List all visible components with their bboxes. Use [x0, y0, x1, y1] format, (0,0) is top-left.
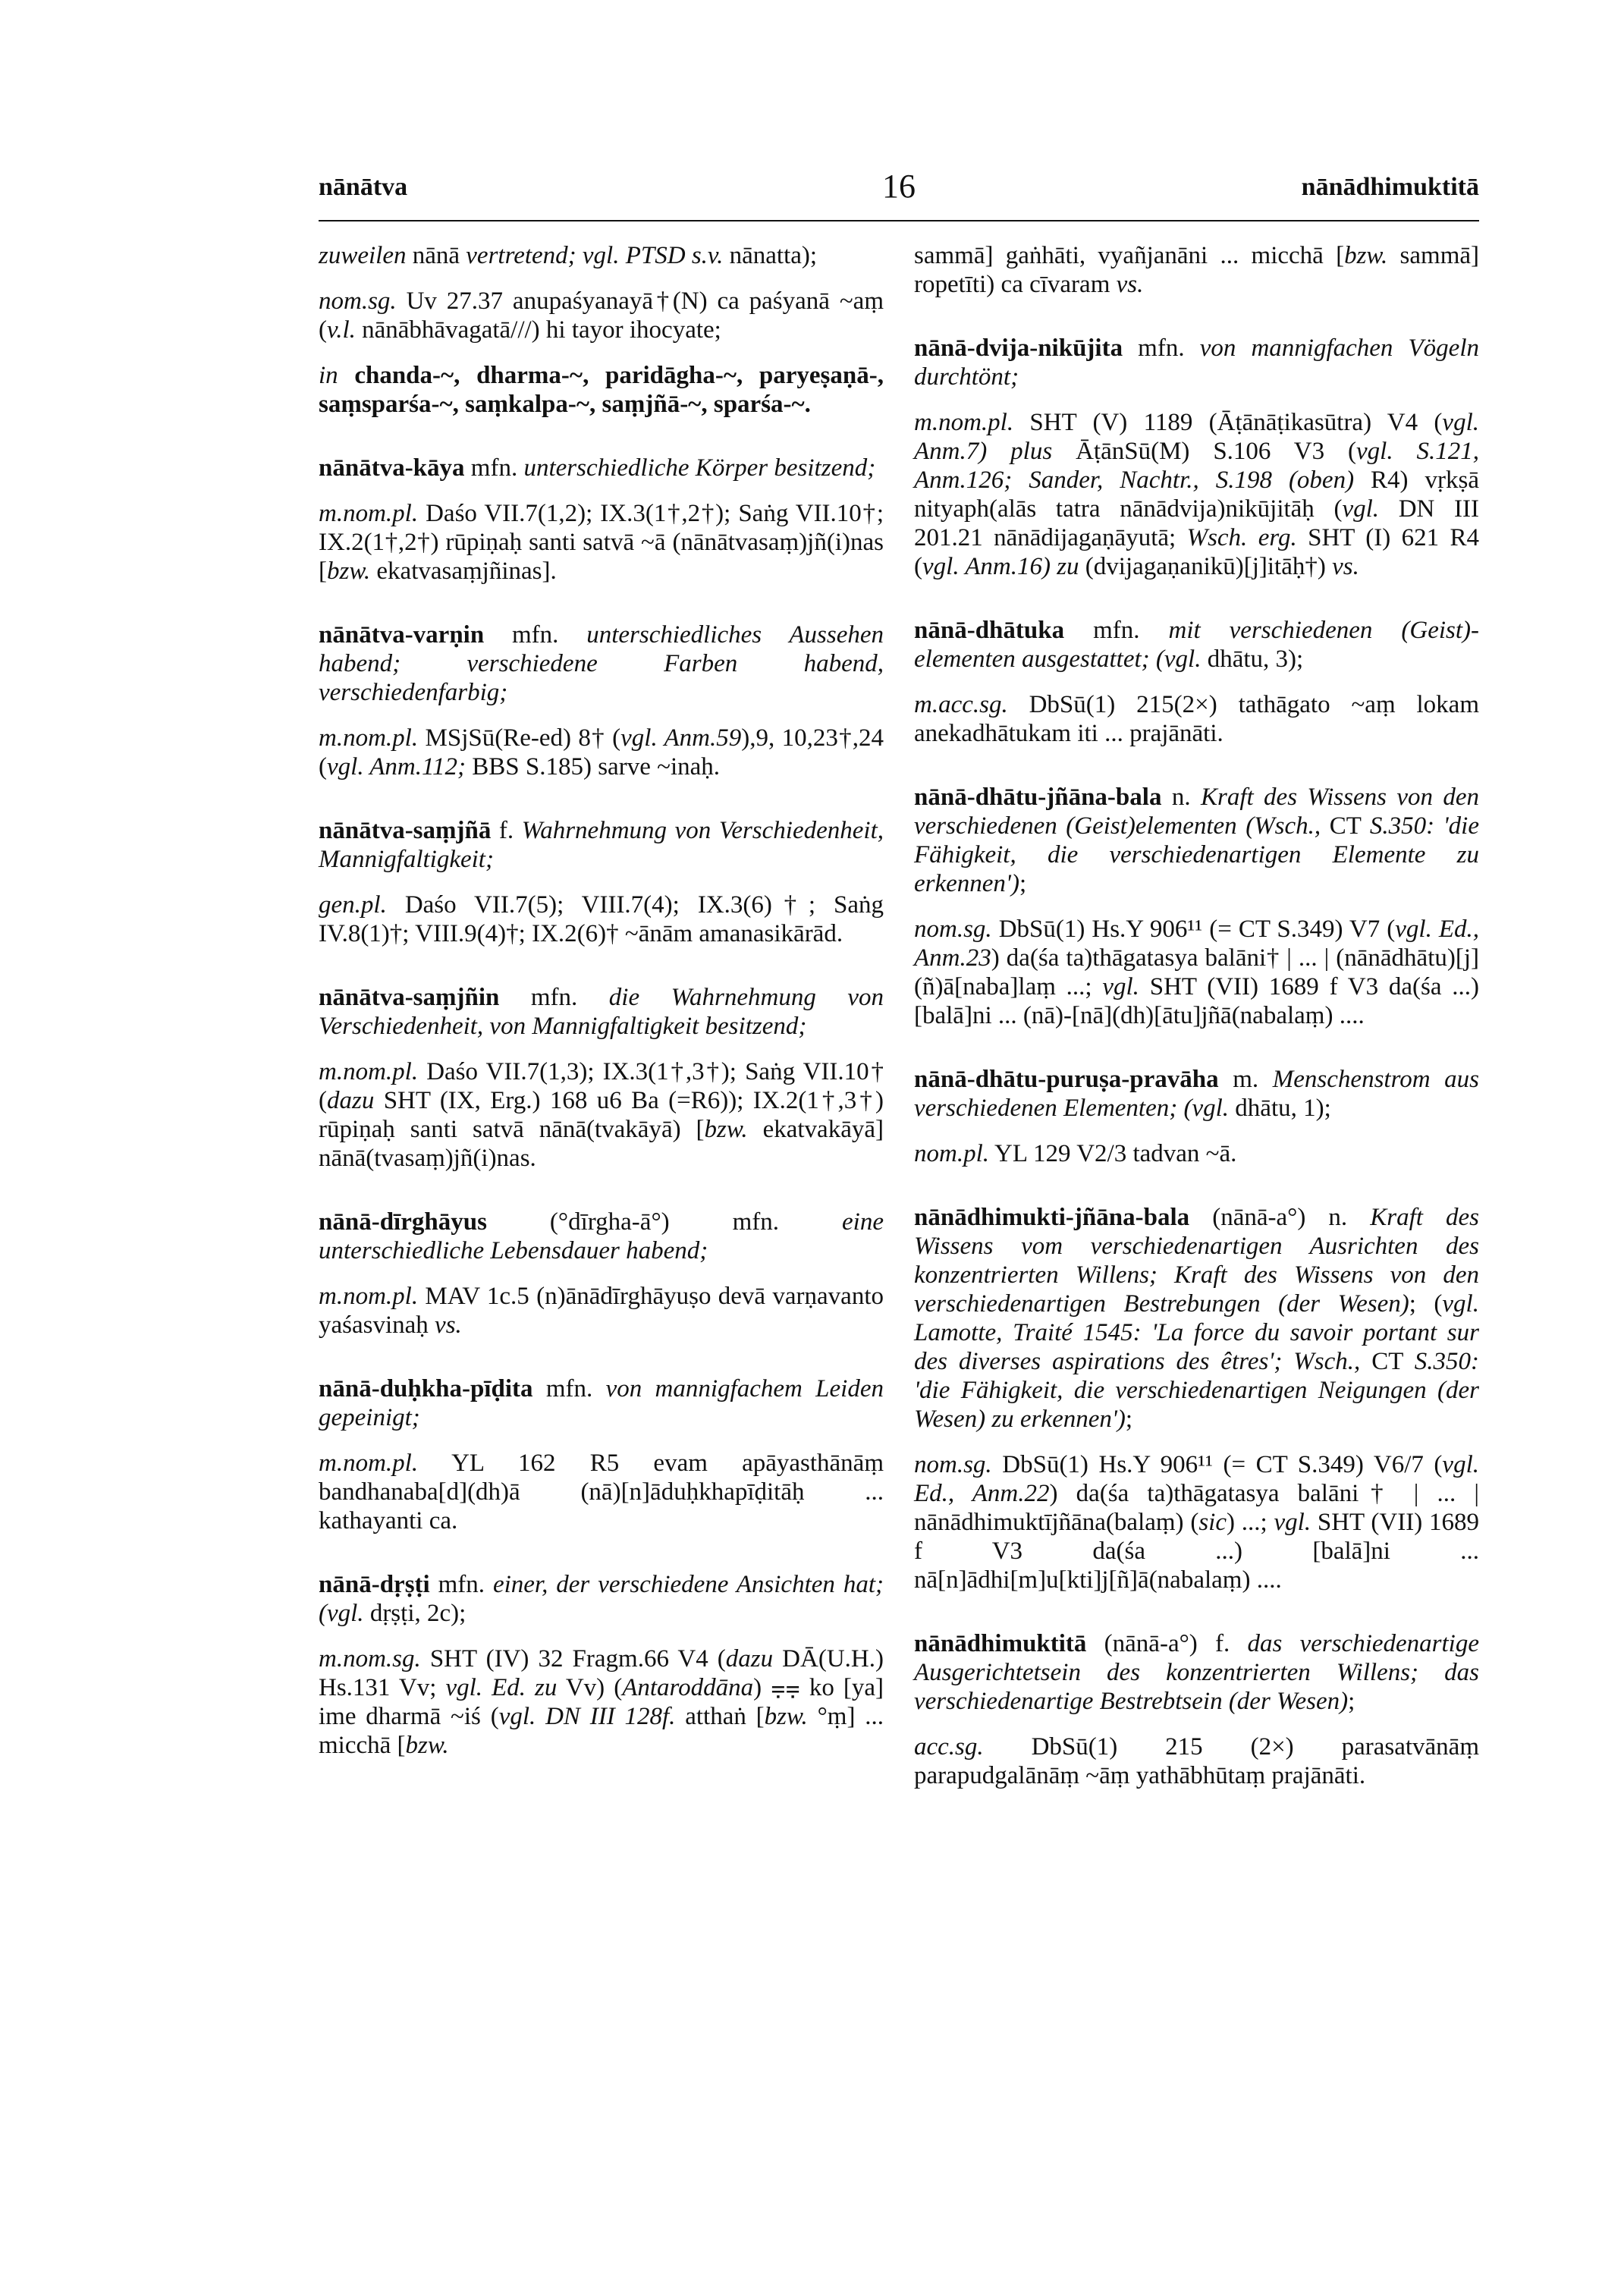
text-run: (°dīrgha-ā°) mfn. — [486, 1208, 843, 1236]
italic-text: gen.pl. — [319, 891, 387, 919]
dictionary-entry-heading — [319, 1208, 884, 1265]
italic-text: vgl. — [1274, 1509, 1311, 1536]
italic-text: Menschenstrom aus verschiedenen Elementen; (vgl. — [914, 1066, 1479, 1122]
text-run: CT — [1360, 1348, 1415, 1375]
italic-text: Wsch. erg. — [1186, 524, 1297, 551]
italic-text: die Wahrnehmung von Verschiedenheit, von Mannigfaltigkeit besitzend; — [319, 984, 884, 1040]
dictionary-entry-body — [914, 690, 1479, 748]
text-run: mfn. — [532, 1375, 606, 1402]
dictionary-entry-body — [319, 1057, 884, 1173]
text-run: atthaṅ [ — [675, 1703, 765, 1730]
dictionary-entry-heading — [319, 1374, 884, 1432]
text-run: n. — [1161, 784, 1201, 811]
text-run: CT — [1321, 812, 1370, 840]
italic-text: vs. — [435, 1311, 462, 1339]
lemma: nānātva-varṇin — [319, 621, 485, 649]
italic-text: S.350: 'die Fähigkeit, die verschiedenartigen Elemente zu erkennen') — [914, 812, 1479, 897]
text-run: mfn. — [1064, 617, 1169, 644]
dictionary-entry-heading — [319, 454, 884, 482]
italic-text: nom.pl. — [914, 1140, 989, 1167]
italic-text: einer, der verschiedene Ansichten hat; (vgl. — [319, 1571, 884, 1627]
text-run: ; — [1348, 1688, 1355, 1715]
italic-text: vgl. — [1102, 973, 1139, 1000]
italic-text: dazu — [725, 1645, 774, 1673]
text-run: nānatta); — [723, 242, 818, 269]
lemma: nānā-dīrghāyus — [319, 1208, 487, 1236]
text-run: SHT (IX, Erg.) 168 u6 Ba (=R6)); IX.2(1†,3†) rūpiṇaḥ santi satvā nānā(tvakāyā) [ — [319, 1087, 884, 1143]
italic-text: bzw. — [405, 1732, 449, 1759]
text-run: nānābhāvagatā///) hi tayor ihocyate; — [355, 316, 721, 344]
dictionary-entry-body — [319, 1449, 884, 1535]
italic-text: eine unterschiedliche Lebensdauer habend; — [319, 1208, 884, 1264]
text-run: sammā] ropetīti) ca cīvaram — [914, 242, 1480, 298]
italic-text: m.nom.sg. — [319, 1645, 421, 1673]
text-run: ) da(śa ta)thāgatasya balāni† | ... | nānādhimuktījñāna(balaṃ) ( — [914, 1480, 1479, 1536]
italic-text: vgl. Anm.59 — [620, 724, 742, 752]
italic-text: Kraft des Wissens vom verschiedenartigen Ausrichten des konzentrierten Willens; Kraft des Wissens von den verschiedenartigen Bestrebungen (der Wesen) — [914, 1204, 1479, 1318]
italic-text: dazu — [327, 1087, 375, 1114]
lemma: chanda-~, dharma-~, paridāgha-~, paryeṣaṇā-, saṃsparśa-~, saṃkalpa-~, saṃjñā-~, sparśa-~. — [319, 362, 884, 418]
italic-text: sic — [1198, 1509, 1227, 1536]
italic-text: das verschiedenartige Ausgerichtetsein des konzentrierten Willens; das verschiedenartige Bestrebtsein (der Wesen) — [914, 1630, 1479, 1715]
text-run: YL 162 R5 evam apāyasthānāṃ bandhanaba[d](dh)ā (nā)[n]āduḥkhapīḍitāḥ ... kathayanti ca. — [319, 1450, 884, 1534]
text-run: SHT (V) 1189 (Āṭānāṭikasūtra) V4 ( — [1013, 409, 1443, 436]
text-run: Daśo VII.7(1,3); IX.3(1†,3†); Saṅg VII.10† ( — [319, 1058, 884, 1114]
text-run: ekatvakāyā] nānā(tvasaṃ)jñ(i)nas. — [319, 1116, 884, 1172]
text-run: nānā — [406, 242, 466, 269]
right-column — [914, 241, 1479, 1807]
italic-text: vgl. S.121, Anm.126; Sander, Nachtr., S.198 (oben) — [914, 438, 1479, 494]
dictionary-entry-body — [319, 241, 884, 270]
italic-text: Antaroddāna — [622, 1674, 754, 1701]
italic-text: acc.sg. — [914, 1733, 984, 1761]
italic-text: vgl. DN III 128f. — [498, 1703, 676, 1730]
text-run: BBS S.185) sarve ~inaḥ. — [466, 753, 721, 781]
lemma: nānātva-kāya — [319, 454, 465, 482]
text-run: sammā] gaṅhāti, vyañjanāni ... micchā [ — [914, 242, 1345, 269]
italic-text: vs. — [1332, 553, 1359, 580]
text-run: ; — [1125, 1406, 1133, 1433]
dictionary-entry-body — [914, 915, 1479, 1030]
text-run: f. — [491, 817, 522, 844]
header-rule — [319, 220, 1479, 221]
dictionary-entry-heading — [914, 1629, 1479, 1716]
text-run: DbSū(1) 215(2×) tathāgato ~aṃ lokam anekadhātukam iti ... prajānāti. — [914, 691, 1479, 747]
text-run: (nānā-a°) f. — [1086, 1630, 1248, 1657]
italic-text: vgl. Anm.112; — [327, 753, 466, 781]
dictionary-entry-body — [914, 408, 1479, 581]
italic-text: von mannigfachem Leiden gepeinigt; — [319, 1375, 884, 1431]
dictionary-entry-body — [914, 241, 1479, 299]
dictionary-entry-body — [319, 1644, 884, 1760]
text-run: MSjSū(Re-ed) 8† ( — [418, 724, 621, 752]
italic-text: vgl. Ed., Anm.22 — [914, 1451, 1479, 1507]
italic-text: in — [319, 362, 338, 389]
dictionary-entry-body — [319, 499, 884, 586]
italic-text: Kraft des Wissens von den verschiedenen (Geist)elementen (Wsch., — [914, 784, 1480, 840]
italic-text: von mannigfachen Vögeln durchtönt; — [914, 335, 1479, 391]
header-right-headword: nānādhimuktitā — [1301, 173, 1479, 201]
text-run: DbSū(1) 215 (2×) parasatvānāṃ parapudgalānāṃ ~āṃ yathābhūtaṃ prajānāti. — [914, 1733, 1479, 1789]
text-run: mfn. — [484, 621, 587, 649]
text-run: ),9, 10,23†,24 ( — [319, 724, 884, 781]
text-run: ) ...; — [1227, 1509, 1274, 1536]
header-left-headword: nānātva — [319, 173, 408, 201]
lemma: nānādhimuktitā — [914, 1630, 1087, 1657]
text-run: mfn. — [429, 1571, 493, 1598]
lemma: nānā-dhātu-jñāna-bala — [914, 784, 1162, 811]
dictionary-entry-heading — [319, 620, 884, 707]
text-run: MAV 1c.5 (n)ānādīrghāyuṣo devā varṇavanto yaśasvinaḥ — [319, 1283, 884, 1339]
italic-text: vgl. Anm.7) plus — [914, 409, 1479, 465]
text-run: ekatvasaṃjñinas]. — [370, 558, 557, 585]
italic-text: Wahrnehmung von Verschiedenheit, Mannigfaltigkeit; — [319, 817, 884, 873]
text-run: ĀṭānSū(M) S.106 V3 ( — [1052, 438, 1356, 465]
dictionary-entry-body — [914, 1450, 1479, 1594]
dictionary-entry-heading — [914, 616, 1479, 674]
lemma: nānā-dhātuka — [914, 617, 1065, 644]
italic-text: bzw. — [764, 1703, 808, 1730]
lemma: nānā-dhātu-puruṣa-pravāha — [914, 1066, 1219, 1093]
lemma: nānā-dṛṣṭi — [319, 1571, 430, 1598]
text-run: SHT (VII) 1689 f V3 da(śa ...) [balā]ni ... nā[n]ādhi[m]u[kti]j[ñ]ā(nabalaṃ) .... — [914, 1509, 1479, 1594]
dictionary-entry-heading — [914, 1203, 1479, 1434]
dictionary-entry-body — [319, 724, 884, 781]
text-run: SHT (VII) 1689 f V3 da(śa ...) [balā]ni ... (nā)-[nā](dh)[ātu]jñā(nabalaṃ) .... — [914, 973, 1479, 1029]
text-run: ; — [1019, 870, 1027, 897]
text-run: (dvijagaṇanikū)[j]itāḥ†) — [1079, 553, 1333, 580]
dictionary-entry-heading — [319, 983, 884, 1041]
text-run: mfn. — [1123, 335, 1200, 362]
italic-text: vs. — [1116, 271, 1144, 298]
lemma: nānātva-saṃjñā — [319, 817, 492, 844]
italic-text: vgl. Anm.16) zu — [922, 553, 1079, 580]
text-run: dṛṣṭi, 2c); — [363, 1600, 466, 1627]
italic-text: m.nom.pl. — [319, 1450, 419, 1477]
italic-text: m.nom.pl. — [319, 500, 419, 527]
text-run: Daśo VII.7(5); VIII.7(4); IX.3(6)†; Saṅg IV.8(1)†; VIII.9(4)†; IX.2(6)† ~ānām amanasikārād. — [319, 891, 884, 947]
text-run: mfn. — [464, 454, 524, 482]
italic-text: vgl. Ed. zu — [445, 1674, 558, 1701]
italic-text: m.acc.sg. — [914, 691, 1008, 718]
lemma: nānā-dvija-nikūjita — [914, 335, 1123, 362]
lemma: nānātva-saṃjñin — [319, 984, 500, 1011]
text-run: DĀ(U.H.) Hs.131 Vv; — [319, 1645, 884, 1701]
text-run: ) da(śa ta)thāgatasya balāni† | ... | (nānādhātu)[j](ñ)ā[naba]laṃ ...; — [914, 944, 1479, 1000]
dictionary-entry-body — [319, 361, 884, 419]
italic-text: m.nom.pl. — [319, 1283, 419, 1310]
italic-text: v.l. — [327, 316, 356, 344]
text-run: SHT (I) 621 R4 ( — [914, 524, 1479, 580]
text-run: Uv 27.37 anupaśyanayā†(N) ca paśyanā ~aṃ ( — [319, 287, 884, 344]
italic-text: nom.sg. — [914, 1451, 992, 1478]
italic-text: vgl. — [1342, 495, 1380, 523]
page-number: 16 — [882, 168, 916, 205]
dictionary-entry-heading — [319, 1570, 884, 1628]
italic-text: vgl. Ed., Anm.23 — [914, 916, 1479, 972]
dictionary-entry-heading — [914, 1065, 1479, 1123]
italic-text: bzw. — [704, 1116, 748, 1143]
text-run: Vv) ( — [557, 1674, 623, 1701]
text-run: dhātu, 1); — [1229, 1095, 1331, 1122]
text-run: ) ⩦⩦ ko [ya] ime dharmā ~iś ( — [319, 1674, 884, 1730]
running-header — [319, 168, 1479, 218]
italic-text: m.nom.pl. — [914, 409, 1014, 436]
italic-text: nom.sg. — [914, 916, 992, 943]
text-run: YL 129 V2/3 tadvan ~ā. — [989, 1140, 1237, 1167]
text-run: R4) vṛkṣā nityaph(alās tatra nānādvija)nikūjitāḥ ( — [914, 466, 1479, 523]
text-run: dhātu, 3); — [1201, 645, 1304, 673]
italic-text: nom.sg. — [319, 287, 397, 315]
dictionary-entry-heading — [914, 783, 1479, 898]
text-run: m. — [1218, 1066, 1273, 1093]
italic-text: zuweilen — [319, 242, 407, 269]
italic-text: unterschiedliche Körper besitzend; — [523, 454, 876, 482]
dictionary-entry-body — [914, 1732, 1479, 1790]
italic-text: m.nom.pl. — [319, 1058, 419, 1085]
dictionary-entry-body — [319, 287, 884, 344]
left-column — [319, 241, 884, 1776]
text-run: Daśo VII.7(1,2); IX.3(1†,2†); Saṅg VII.10†; IX.2(1†,2†) rūpiṇaḥ santi satvā ~ā (nānātvasaṃ)jñ(i)nas [ — [319, 500, 884, 585]
text-run: DN III 201.21 nānādijagaṇāyutā; — [914, 495, 1479, 551]
dictionary-entry-body — [914, 1139, 1479, 1168]
text-run: (nānā-a°) n. — [1189, 1204, 1371, 1231]
italic-text: unterschiedliches Aussehen habend; verschiedene Farben habend, verschiedenfarbig; — [319, 621, 884, 706]
italic-text: vertretend; vgl. PTSD s.v. — [466, 242, 724, 269]
dictionary-entry-heading — [319, 816, 884, 874]
text-run: DbSū(1) Hs.Y 906¹¹ (= CT S.349) V6/7 ( — [991, 1451, 1443, 1478]
text-run: DbSū(1) Hs.Y 906¹¹ (= CT S.349) V7 ( — [991, 916, 1396, 943]
text-run: mfn. — [499, 984, 609, 1011]
italic-text: vgl. Lamotte, Traité 1545: 'La force du savoir portant sur des diverses aspirations des êtres'; Wsch., — [914, 1290, 1479, 1375]
italic-text: S.350: 'die Fähigkeit, die verschiedenartigen Neigungen (der Wesen) zu erkennen') — [914, 1348, 1479, 1433]
italic-text: bzw. — [327, 558, 371, 585]
text-run: SHT (IV) 32 Fragm.66 V4 ( — [420, 1645, 726, 1673]
italic-text: m.nom.pl. — [319, 724, 419, 752]
lemma: nānādhimukti-jñāna-bala — [914, 1204, 1190, 1231]
dictionary-entry-body — [319, 891, 884, 948]
italic-text: bzw. — [1344, 242, 1388, 269]
text-run: °ṃ] ... micchā [ — [319, 1703, 884, 1759]
dictionary-entry-body — [319, 1282, 884, 1340]
italic-text: mit verschiedenen (Geist)-elementen ausgestattet; (vgl. — [914, 617, 1479, 673]
dictionary-entry-heading — [914, 334, 1479, 391]
text-run: ; ( — [1409, 1290, 1443, 1318]
lemma: nānā-duḥkha-pīḍita — [319, 1375, 533, 1402]
